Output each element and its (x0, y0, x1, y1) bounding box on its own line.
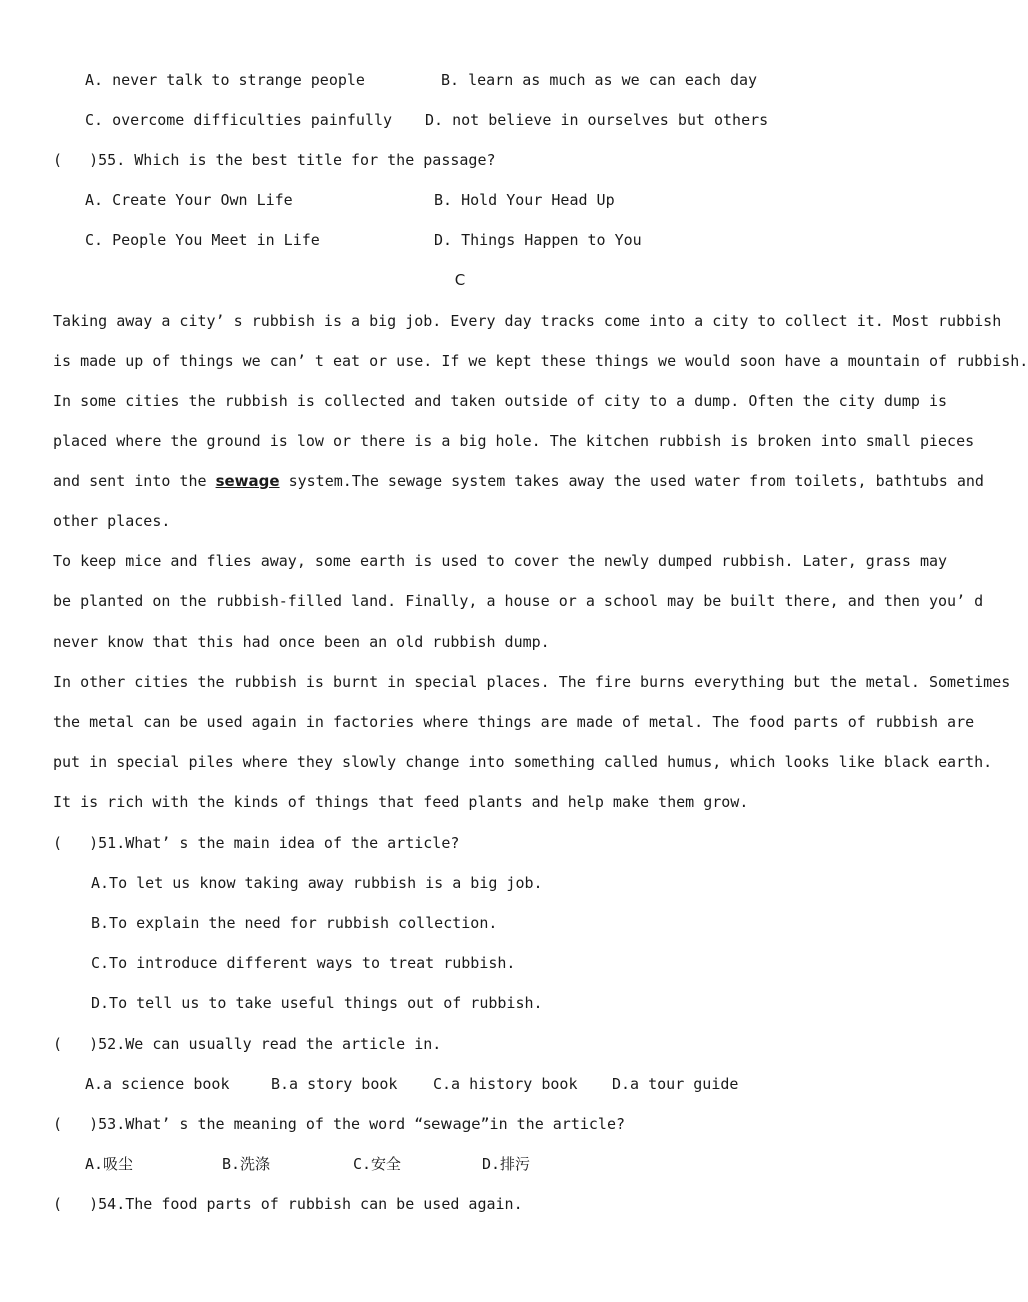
q54-option-d: D. not believe in ourselves but others (425, 111, 769, 129)
q51-stem: ( )51.What’ s the main idea of the article? (53, 834, 460, 852)
passage-p2-line2: placed where the ground is low or there is a big hole. The kitchen rubbish is broken into small pieces (53, 432, 975, 450)
passage-p1-line1: Taking away a city’ s rubbish is a big job. Every day tracks come into a city to collect it. Most rubbish (53, 312, 1002, 330)
q52-option-d: D.a tour guide (612, 1075, 739, 1093)
q55-option-d: D. Things Happen to You (434, 231, 642, 249)
passage-p4-line4: It is rich with the kinds of things that feed plants and help make them grow. (53, 793, 749, 811)
q52-option-c: C.a history book (433, 1075, 578, 1093)
q53-stem: ( )53.What’ s the meaning of the word “sewage”in the article? (53, 1115, 626, 1133)
passage-p3-line3: never know that this had once been an old rubbish dump. (53, 633, 550, 651)
passage-p3-line2: be planted on the rubbish-filled land. Finally, a house or a school may be built there, and then you’ d (53, 592, 984, 610)
q53-option-a: A.吸尘 (85, 1155, 134, 1173)
passage-p4-line1: In other cities the rubbish is burnt in special places. The fire burns everything but the metal. Sometimes (53, 673, 1011, 691)
q55-option-c: C. People You Meet in Life (85, 231, 320, 249)
q51-option-d: D.To tell us to take useful things out of rubbish. (91, 994, 543, 1012)
q54-option-c: C. overcome difficulties painfully (85, 111, 393, 129)
section-title: C (454, 271, 466, 289)
passage-p4-line2: the metal can be used again in factories where things are made of metal. The food parts of rubbish are (53, 713, 975, 731)
q55-option-b: B. Hold Your Head Up (434, 191, 615, 209)
quoted-word-sewage: sewage (423, 1115, 481, 1133)
q54-option-b: B. learn as much as we can each day (441, 71, 758, 89)
q53-option-c: C.安全 (353, 1155, 402, 1173)
q52-stem: ( )52.We can usually read the article in. (53, 1035, 442, 1053)
q53-option-b: B.洗涤 (222, 1155, 271, 1173)
passage-p1-line2: is made up of things we can’ t eat or use. If we kept these things we would soon have a mountain of rubbish. (53, 352, 1028, 370)
passage-p4-line3: put in special piles where they slowly change into something called humus, which looks like black earth. (53, 753, 993, 771)
q54-stem: ( )54.The food parts of rubbish can be used again. (53, 1195, 523, 1213)
q55-option-a: A. Create Your Own Life (85, 191, 293, 209)
passage-p2-line4: other places. (53, 512, 171, 530)
passage-p3-line1: To keep mice and flies away, some earth is used to cover the newly dumped rubbish. Later, grass may (53, 552, 948, 570)
passage-p2-line1: In some cities the rubbish is collected and taken outside of city to a dump. Often the city dump is (53, 392, 948, 410)
q53-option-d: D.排污 (482, 1155, 531, 1173)
q51-option-b: B.To explain the need for rubbish collection. (91, 914, 498, 932)
q51-option-c: C.To introduce different ways to treat rubbish. (91, 954, 516, 972)
q52-option-b: B.a story book (271, 1075, 398, 1093)
underlined-word-sewage: sewage (215, 472, 280, 490)
q51-option-a: A.To let us know taking away rubbish is a big job. (91, 874, 543, 892)
passage-p2-line3: and sent into the sewage system.The sewage system takes away the used water from toilets, bathtubs and (53, 472, 984, 490)
q52-option-a: A.a science book (85, 1075, 230, 1093)
q54-option-a: A. never talk to strange people (85, 71, 365, 89)
q55-stem: ( )55. Which is the best title for the passage? (53, 151, 496, 169)
